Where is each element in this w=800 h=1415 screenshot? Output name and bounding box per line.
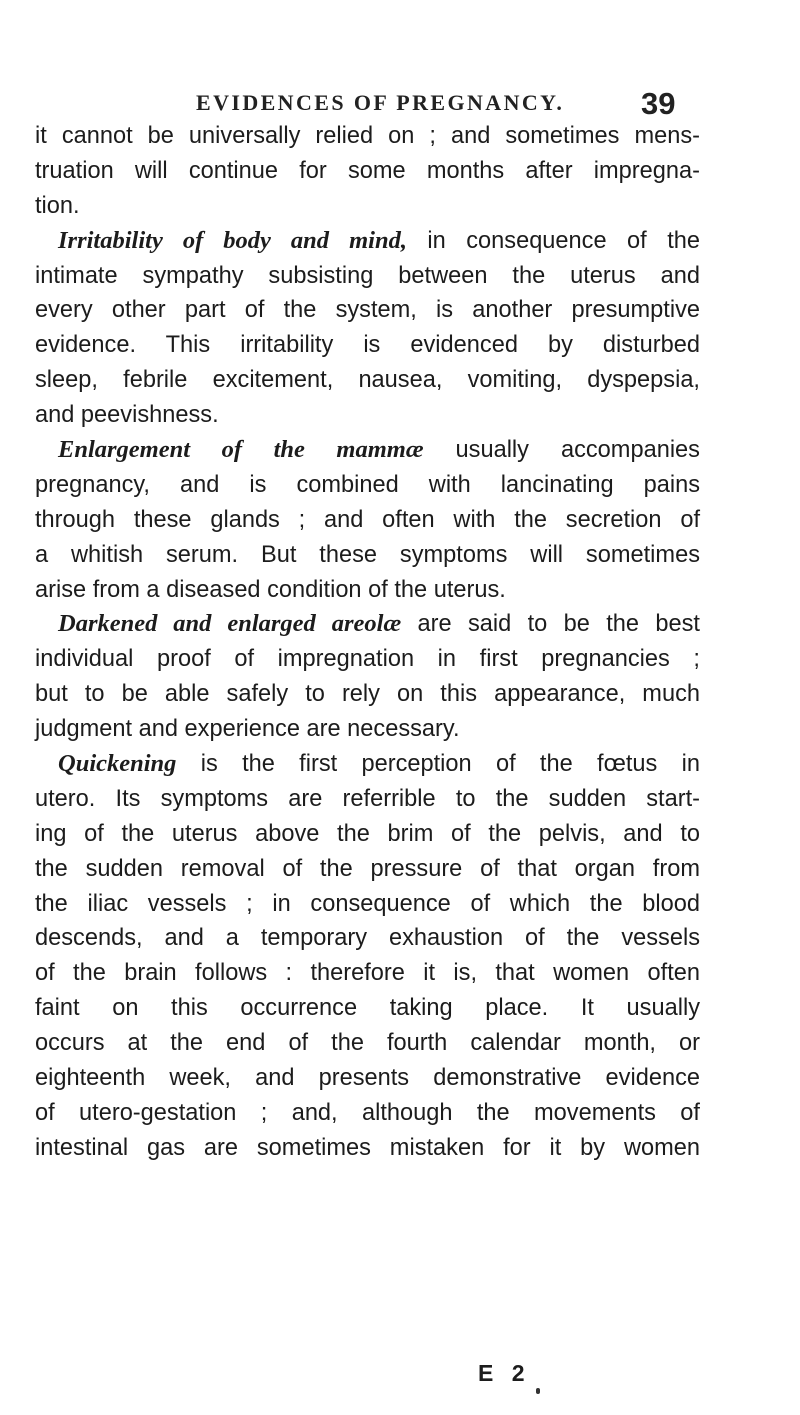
running-head (0, 86, 800, 120)
text-line: the iliac vessels ; in consequence of which the blood (35, 890, 700, 917)
text-line: sleep, febrile excitement, nausea, vomiting, dyspepsia, (35, 367, 700, 394)
text-line: individual proof of impregnation in first pregnancies ; (35, 646, 700, 673)
text-run: usually accompanies (423, 437, 700, 464)
text-line: intimate sympathy subsisting between the uterus and (35, 262, 700, 289)
page-number: 39 (641, 86, 676, 121)
text-line: tion. (35, 192, 80, 219)
text-line: truation will continue for some months after impregna- (35, 157, 700, 184)
paragraph-first-line (35, 607, 700, 642)
italic-lead: Quickening (58, 750, 177, 778)
text-line: of utero-gestation ; and, although the movements of (35, 1099, 700, 1126)
text-line: but to be able safely to rely on this appearance, much (35, 681, 700, 708)
text-line: eighteenth week, and presents demonstrative evidence (35, 1065, 700, 1092)
text-line: descends, and a temporary exhaustion of the vessels (35, 925, 700, 952)
text-line: occurs at the end of the fourth calendar month, or (35, 1030, 700, 1057)
text-line: every other part of the system, is another presumptive (35, 297, 700, 324)
text-run: is the first perception of the fœtus in (176, 751, 700, 778)
italic-lead: Enlargement of the mammæ (58, 436, 424, 464)
body-text (35, 119, 700, 1166)
text-line: ing of the uterus above the brim of the pelvis, and to (35, 820, 700, 847)
text-line: through these glands ; and often with the secretion of (35, 506, 700, 533)
text-line: pregnancy, and is combined with lancinating pains (35, 471, 700, 498)
text-line: arise from a diseased condition of the uterus. (35, 576, 506, 603)
paragraph-first-line (35, 747, 700, 782)
ink-speck (536, 1388, 540, 1394)
text-line: judgment and experience are necessary. (35, 716, 460, 743)
italic-lead: Darkened and enlarged areolæ (58, 610, 402, 638)
text-line: intestinal gas are sometimes mistaken for it by women (35, 1134, 700, 1161)
text-line: and peevishness. (35, 402, 219, 429)
text-line: faint on this occurrence taking place. It usually (35, 995, 700, 1022)
paragraph-first-line (35, 224, 700, 259)
text-line: evidence. This irritability is evidenced by disturbed (35, 332, 700, 359)
text-line: utero. Its symptoms are referrible to the sudden start- (35, 785, 700, 812)
text-line: the sudden removal of the pressure of that organ from (35, 855, 700, 882)
text-line: a whitish serum. But these symptoms will sometimes (35, 541, 700, 568)
signature-mark: E 2 (478, 1360, 531, 1386)
text-line: it cannot be universally relied on ; and sometimes mens- (35, 123, 700, 149)
running-title: EVIDENCES OF PREGNANCY. (196, 90, 565, 115)
italic-lead: Irritability of body and mind, (58, 226, 407, 254)
text-line: of the brain follows : therefore it is, that women often (35, 960, 700, 987)
text-run: in consequence of the (406, 227, 700, 254)
paragraph-first-line (35, 433, 700, 468)
text-run: are said to be the best (401, 611, 700, 638)
